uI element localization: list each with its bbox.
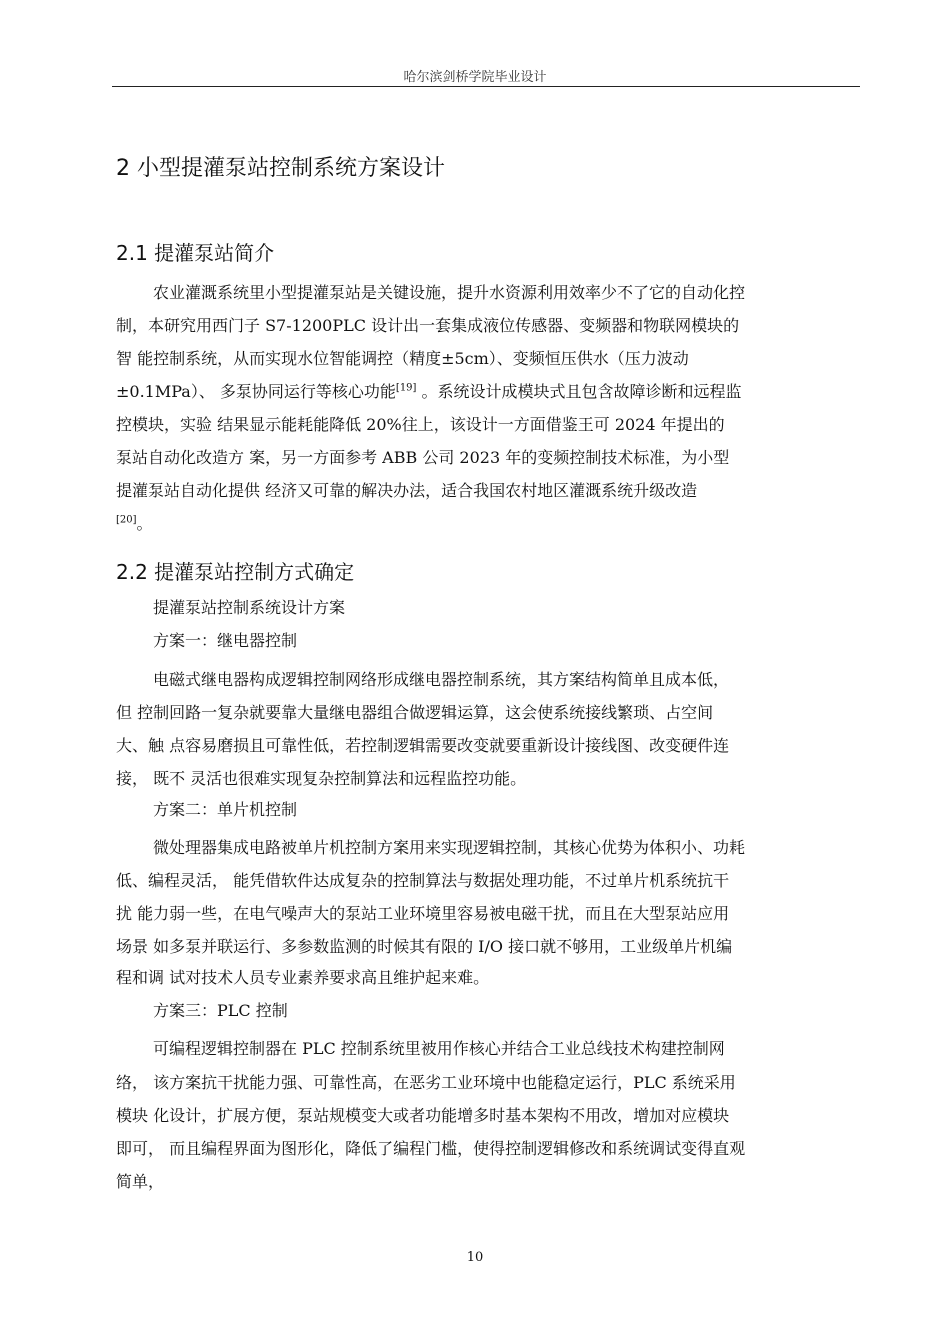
paragraph-line: 接， 既不 灵活也很难实现复杂控制算法和远程监控功能。	[116, 769, 527, 788]
paragraph-line: 但 控制回路一复杂就要靠大量继电器组合做逻辑运算，这会使系统接线繁琐、占空间	[116, 703, 714, 722]
section-2-2-title: 2.2 提灌泵站控制方式确定	[116, 560, 355, 584]
line-text: ±0.1MPa）、 多泵协同运行等核心功能	[116, 382, 396, 401]
paragraph-line	[116, 382, 742, 402]
section-2-1-title: 2.1 提灌泵站简介	[116, 241, 275, 265]
paragraph-line: 提灌泵站自动化提供 经济又可靠的解决办法，适合我国农村地区灌溉系统升级改造	[116, 481, 698, 500]
chapter-title: 2 小型提灌泵站控制系统方案设计	[116, 156, 445, 181]
paragraph-line: 制，本研究用西门子 S7-1200PLC 设计出一套集成液位传感器、变频器和物联网模块的	[116, 316, 740, 335]
paragraph-line: 络， 该方案抗干扰能力强、可靠性高，在恶劣工业环境中也能稳定运行，PLC 系统采用	[116, 1073, 736, 1092]
citation-20: [20]	[116, 514, 137, 526]
plan-1-title: 方案一：继电器控制	[153, 631, 298, 650]
paragraph-line: 简单，	[116, 1172, 165, 1191]
line-text: 。	[136, 514, 153, 533]
line-text: 。系统设计成模块式且包含故障诊断和远程监	[416, 382, 742, 401]
paragraph-line: 程和调 试对技术人员专业素养要求高且维护起来难。	[116, 968, 490, 987]
paragraph-line: 智 能控制系统，从而实现水位智能调控（精度±5cm）、变频恒压供水（压力波动	[116, 349, 689, 368]
header-rule	[112, 86, 860, 87]
plan-2-title: 方案二：单片机控制	[153, 800, 298, 819]
paragraph-line	[116, 514, 153, 534]
running-header: 哈尔滨剑桥学院毕业设计	[403, 70, 547, 85]
paragraph-line: 控模块，实验 结果显示能耗能降低 20%往上，该设计一方面借鉴王可 2024 年提出的	[116, 415, 725, 434]
plan-3-title: 方案三：PLC 控制	[153, 1001, 288, 1020]
paragraph-line: 低、编程灵活， 能凭借软件达成复杂的控制算法与数据处理功能，不过单片机系统抗干	[116, 871, 730, 890]
paragraph-line: 泵站自动化改造方 案，另一方面参考 ABB 公司 2023 年的变频控制技术标准，为小型	[116, 448, 730, 467]
paragraph-line: 模块 化设计，扩展方便，泵站规模变大或者功能增多时基本架构不用改，增加对应模块	[116, 1106, 730, 1125]
paragraph-line: 可编程逻辑控制器在 PLC 控制系统里被用作核心并结合工业总线技术构建控制网	[153, 1039, 725, 1058]
page-number: 10	[466, 1250, 484, 1265]
paragraph-line: 场景 如多泵并联运行、多参数监测的时候其有限的 I/O 接口就不够用，工业级单片机编	[116, 937, 733, 956]
scheme-subtitle: 提灌泵站控制系统设计方案	[153, 598, 346, 617]
citation-19: [19]	[395, 382, 417, 394]
paragraph-line: 微处理器集成电路被单片机控制方案用来实现逻辑控制，其核心优势为体积小、功耗	[153, 838, 746, 857]
paragraph-line: 农业灌溉系统里小型提灌泵站是关键设施，提升水资源利用效率少不了它的自动化控	[153, 283, 746, 302]
paragraph-line: 即可， 而且编程界面为图形化，降低了编程门槛，使得控制逻辑修改和系统调试变得直观	[116, 1139, 746, 1158]
paragraph-line: 扰 能力弱一些，在电气噪声大的泵站工业环境里容易被电磁干扰，而且在大型泵站应用	[116, 904, 730, 923]
paragraph-line: 电磁式继电器构成逻辑控制网络形成继电器控制系统，其方案结构简单且成本低，	[153, 670, 730, 689]
paragraph-line: 大、触 点容易磨损且可靠性低，若控制逻辑需要改变就要重新设计接线图、改变硬件连	[116, 736, 730, 755]
